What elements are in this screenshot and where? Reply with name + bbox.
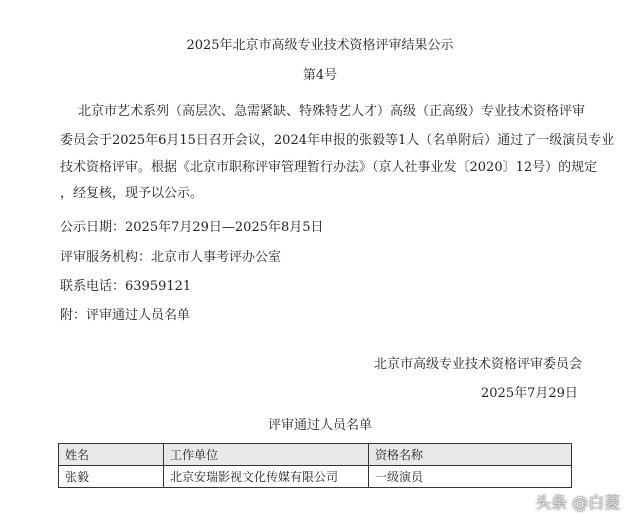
body-line-4: ，经复核，现予以公示。 <box>60 186 204 201</box>
service-agency: 评审服务机构：北京市人事考评办公室 <box>60 250 282 265</box>
issue-date: 2025年7月29日 <box>481 386 578 401</box>
header-name: 姓名 <box>59 444 164 466</box>
table-row <box>59 466 572 488</box>
header-qualification: 资格名称 <box>369 444 572 466</box>
table-header-row <box>59 444 572 466</box>
cell-name: 张毅 <box>59 466 164 488</box>
body-line-2: 委员会于2025年6月15日召开会议，2024年申报的张毅等1人（名单附后）通过了一级演员专业 <box>60 133 615 148</box>
cell-qualification: 一级演员 <box>369 466 572 488</box>
body-line-3: 技术资格评审。根据《北京市职称评审管理暂行办法》（京人社事业发〔2020〕12号）的规定 <box>60 160 598 175</box>
contact-phone: 联系电话：63959121 <box>60 279 192 294</box>
publicity-period: 公示日期：2025年7月29日—2025年8月5日 <box>60 220 324 235</box>
watermark: 头条 @白菱 <box>535 493 621 512</box>
cell-employer: 北京安瑞影视文化传媒有限公司 <box>164 466 369 488</box>
list-title: 评审通过人员名单 <box>267 418 372 433</box>
body-line-1: 北京市艺术系列（高层次、急需紧缺、特殊特艺人才）高级（正高级）专业技术资格评审 <box>78 104 586 119</box>
document-title: 2025年北京市高级专业技术资格评审结果公示 <box>186 38 454 53</box>
approved-list-table <box>58 443 572 488</box>
issuer: 北京市高级专业技术资格评审委员会 <box>374 357 583 372</box>
header-employer: 工作单位 <box>164 444 369 466</box>
document-number: 第4号 <box>302 68 338 83</box>
attachment-note: 附：评审通过人员名单 <box>60 308 191 323</box>
